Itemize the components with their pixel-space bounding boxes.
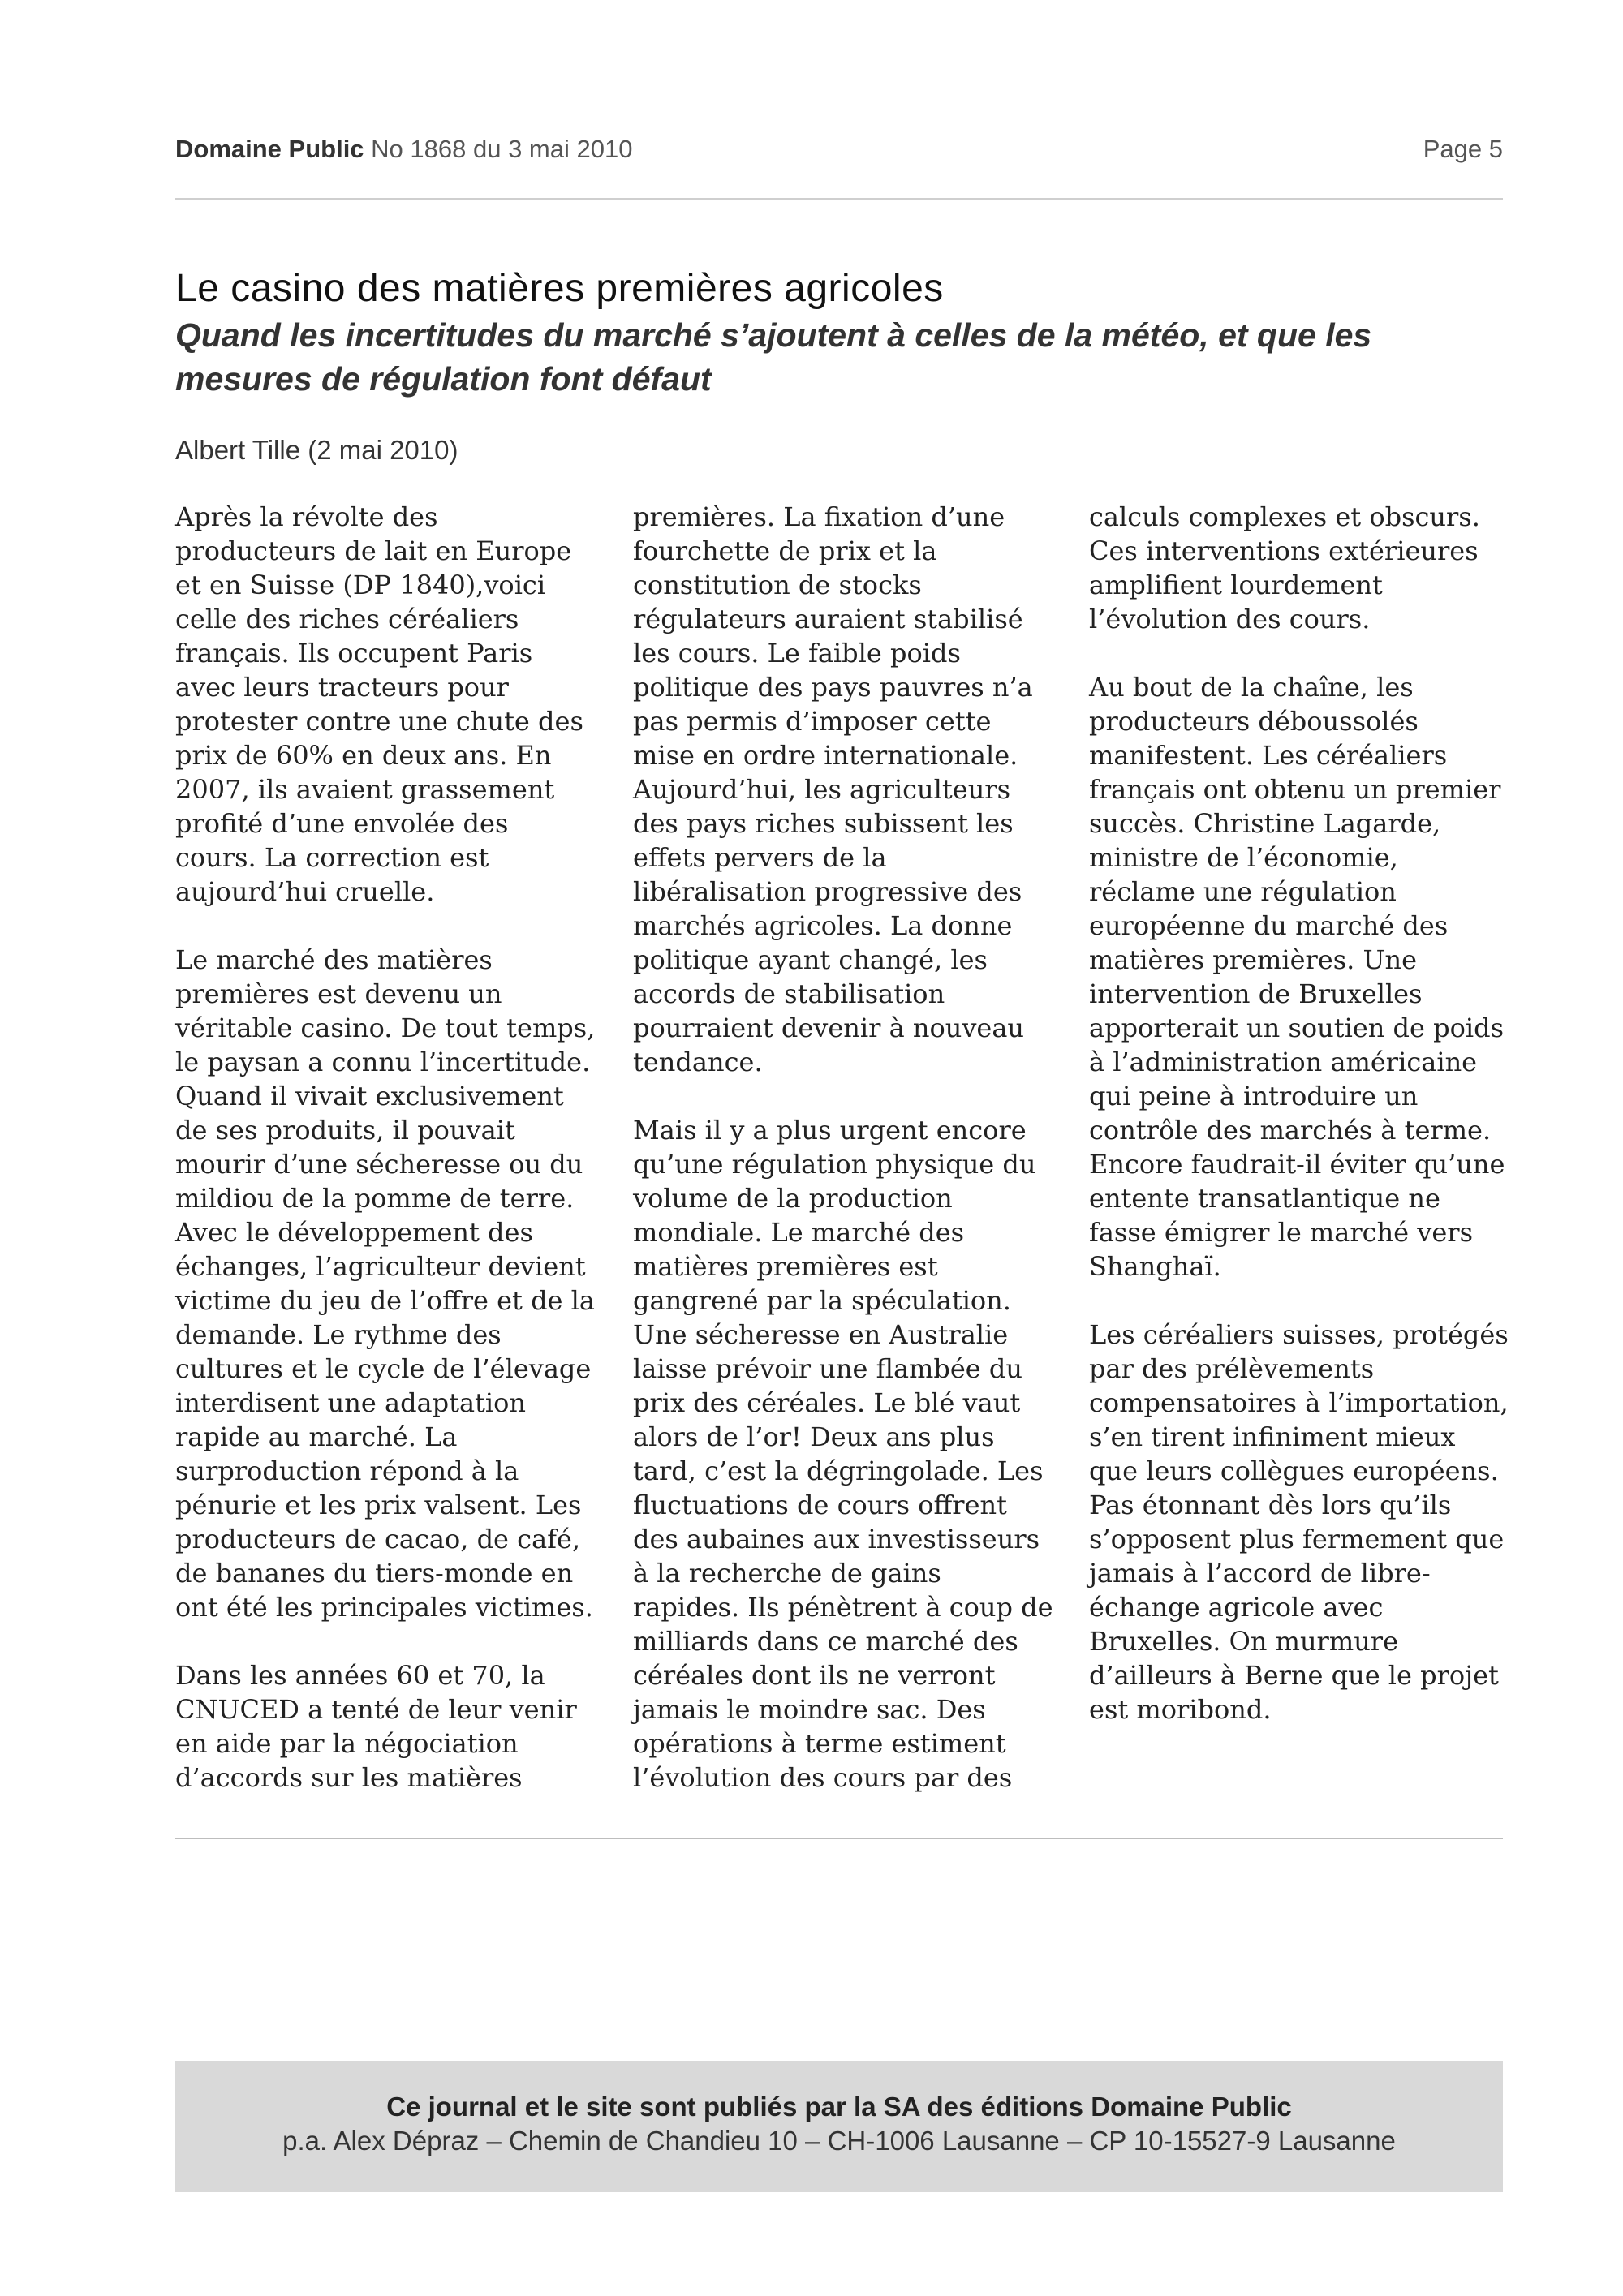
paragraph: premières. La fixation d’une fourchette de prix et la constitution de stocks régulateurs auraient stabilisé les cours. Le faible poids politique des pays pauvres n’a pas permis d’imposer cette mise en ordre internationale. Aujourd’hui, les agriculteurs des pays riches subissent les effets pervers de la libéralisation progressive des marchés agricoles. La donne politique ayant changé, les accords de stabilisation pourraient devenir à nouveau tendance. — [633, 501, 1033, 1077]
article-end-divider — [175, 1838, 1503, 1839]
article-column-2 — [633, 500, 1055, 1829]
article-column-1 — [175, 500, 597, 1829]
paragraph: Dans les années 60 et 70, la CNUCED a tenté de leur venir en aide par la négociation d’accords sur les matières — [175, 1660, 577, 1793]
issue-info: No 1868 du 3 mai 2010 — [371, 135, 633, 163]
paragraph: Au bout de la chaîne, les producteurs déboussolés manifestent. Les céréaliers français ont obtenu un premier succès. Christine Lagarde, ministre de l’économie, réclame une régulation européenne du marché des matières premières. Une intervention de Bruxelles apporterait un soutien de poids à l’administration américaine qui peine à introduire un contrôle des marchés à terme. Encore faudrait-il éviter qu’une entente transatlantique ne fasse émigrer le marché vers Shanghaï. — [1089, 672, 1505, 1282]
page-header — [175, 135, 1503, 175]
footer-address-line: p.a. Alex Dépraz – Chemin de Chandieu 10 – CH-1006 Lausanne – CP 10-15527-9 Lausanne — [282, 2126, 1396, 2156]
article-column-3 — [1089, 500, 1511, 1761]
paragraph: Mais il y a plus urgent encore qu’une régulation physique du volume de la production mondiale. Le marché des matières premières est gangrené par la spéculation. Une sécheresse en Australie laisse prévoir une flambée du prix des céréales. Le blé vaut alors de l’or! Deux ans plus tard, c’est la dégringolade. Les fluctuations de cours offrent des aubaines aux investisseurs à la recherche de gains rapides. Ils pénètrent à coup de milliards dans ce marché des céréales dont ils ne verront jamais le moindre sac. Des opérations à terme estiment l’évolution des cours par des — [633, 1115, 1053, 1793]
paragraph: Le marché des matières premières est devenu un véritable casino. De tout temps, le paysan a connu l’incertitude. Quand il vivait exclusivement de ses produits, il pouvait mourir d’une sécheresse ou du mildiou de la pomme de terre. Avec le développement des échanges, l’agriculteur devient victime du jeu de l’offre et de la demande. Le rythme des cultures et le cycle de l’élevage interdisent une adaptation rapide au marché. La surproduction répond à la pénurie et les prix valsent. Les producteurs de cacao, de café, de bananes du tiers-monde en ont été les principales victimes. — [175, 944, 596, 1623]
article-subtitle: Quand les incertitudes du marché s’ajoutent à celles de la météo, et que les mesures de régulation font défaut — [175, 316, 1372, 398]
publisher-footer — [175, 2061, 1503, 2192]
article-title: Le casino des matières premières agricoles — [175, 267, 944, 310]
footer-publisher-line: Ce journal et le site sont publiés par la SA des éditions Domaine Public — [386, 2092, 1292, 2122]
paragraph: calculs complexes et obscurs. Ces interventions extérieures amplifient lourdement l’évolution des cours. — [1089, 501, 1480, 634]
header-divider — [175, 198, 1503, 200]
paragraph: Après la révolte des producteurs de lait en Europe et en Suisse (DP 1840),voici celle des riches céréaliers français. Ils occupent Paris avec leurs tracteurs pour protester contre une chute des prix de 60% en deux ans. En 2007, ils avaient grassement profité d’une envolée des cours. La correction est aujourd’hui cruelle. — [175, 501, 583, 907]
paragraph: Les céréaliers suisses, protégés par des prélèvements compensatoires à l’importation, s’en tirent infiniment mieux que leurs collègues européens. Pas étonnant dès lors qu’ils s’opposent plus fermement que jamais à l’accord de libre-échange agricole avec Bruxelles. On murmure d’ailleurs à Berne que le projet est moribond. — [1089, 1319, 1509, 1725]
page-number: Page 5 — [1423, 135, 1503, 163]
publication-name: Domaine Public — [175, 135, 364, 163]
article-byline: Albert Tille (2 mai 2010) — [175, 435, 458, 465]
